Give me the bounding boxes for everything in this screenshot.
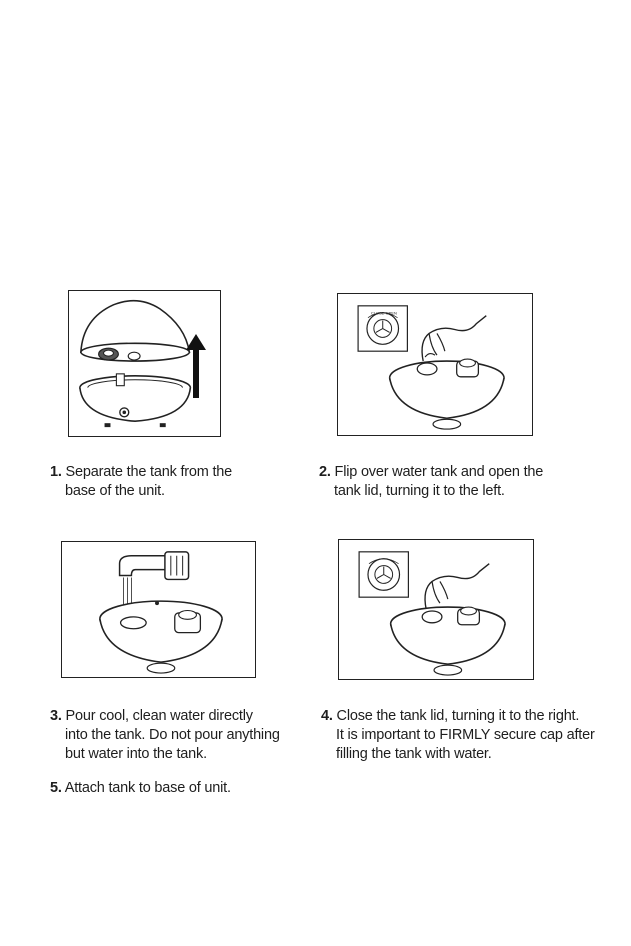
step-3-number: 3. xyxy=(50,708,62,724)
step-3-line-1: Pour cool, clean water directly xyxy=(65,708,253,724)
step-3-line-2: into the tank. Do not pour anything xyxy=(65,727,280,743)
dial-label-close: CLOSE xyxy=(370,310,385,316)
illustration-close-lid xyxy=(338,539,534,680)
step-5-number: 5. xyxy=(50,780,62,796)
illustration-pour-water xyxy=(61,541,256,678)
dial-label-open: OPEN xyxy=(385,310,397,316)
up-arrow-icon xyxy=(186,334,206,398)
step-5-line-1: Attach tank to base of unit. xyxy=(64,780,231,796)
dial-icon xyxy=(367,310,399,345)
step-2-line-1: Flip over water tank and open the xyxy=(334,464,544,480)
step-4-line-3: filling the tank with water. xyxy=(336,746,492,762)
step-1 xyxy=(50,463,232,501)
close-lid-drawing xyxy=(339,540,533,679)
step-2-line-2: tank lid, turning it to the left. xyxy=(334,483,505,499)
step-1-number: 1. xyxy=(50,464,62,480)
step-4-line-1: Close the tank lid, turning it to the right. xyxy=(336,708,580,724)
step-3 xyxy=(50,707,280,764)
step-3-line-3: but water into the tank. xyxy=(65,746,207,762)
step-4-line-2: It is important to FIRMLY secure cap after xyxy=(336,727,595,743)
step-4 xyxy=(321,707,595,764)
step-4-number: 4. xyxy=(321,708,333,724)
pour-water-drawing xyxy=(62,542,255,677)
step-1-line-2: base of the unit. xyxy=(65,483,165,499)
illustration-open-lid xyxy=(337,293,533,436)
step-1-line-1: Separate the tank from the xyxy=(65,464,233,480)
dial-icon xyxy=(368,559,400,591)
step-2 xyxy=(319,463,543,501)
step-5 xyxy=(50,779,231,798)
step-2-number: 2. xyxy=(319,464,331,480)
open-lid-drawing xyxy=(338,294,532,435)
